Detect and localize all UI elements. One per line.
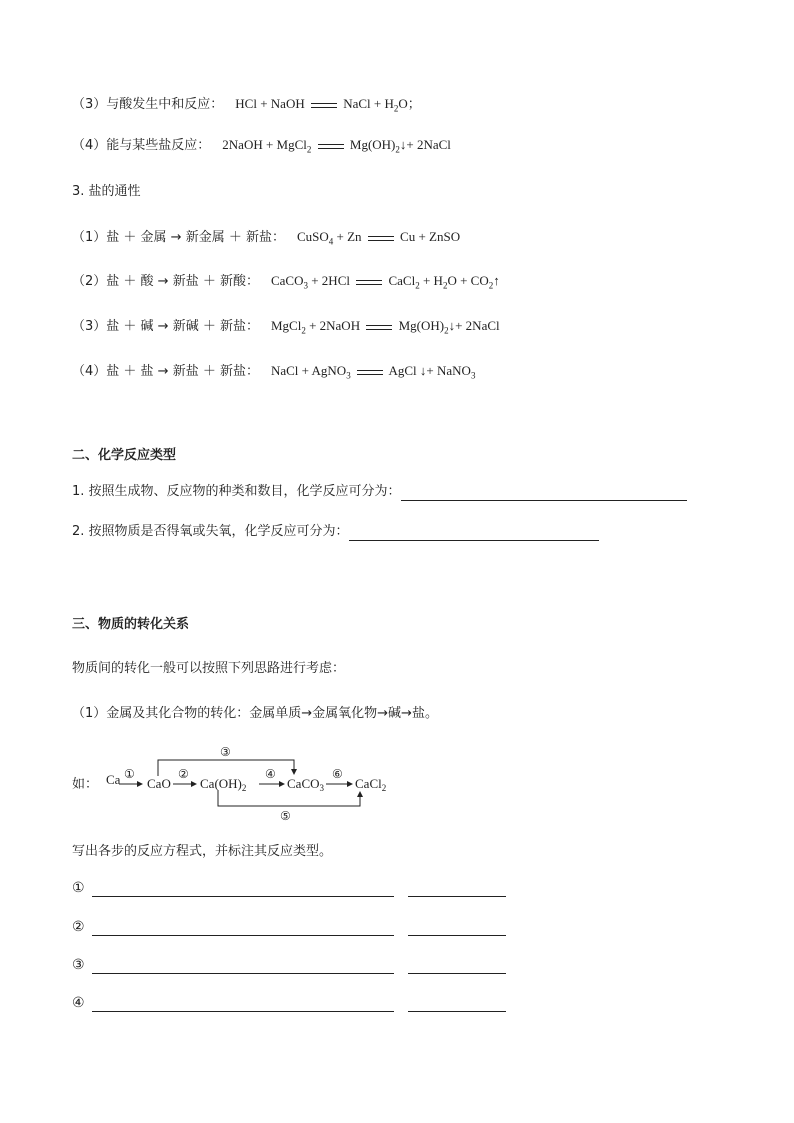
answer-number: ① xyxy=(72,880,85,896)
step-label-2: ② xyxy=(178,767,189,781)
step-label-4: ④ xyxy=(265,767,276,781)
answer-blank-q2[interactable] xyxy=(349,526,599,541)
acid-item-4 xyxy=(72,136,451,159)
salt-item-1: （1）盐 ＋ 金属 → 新金属 ＋ 新盐： CuSO$_4$ + Zn Cu + ZnSO xyxy=(72,229,461,247)
reaction-type-blank[interactable] xyxy=(408,935,506,936)
diagram-node-cao: CaO xyxy=(147,776,171,791)
reaction-type-blank[interactable] xyxy=(408,973,506,974)
salt-item-4: （4）盐 ＋ 盐 → 新盐 ＋ 新盐： NaCl + AgNO$_3$ AgCl ↓+ NaNO$_3$ xyxy=(72,363,476,381)
equation-blank[interactable] xyxy=(92,935,394,936)
salt-section-title: 3. 盐的通性 xyxy=(72,184,141,199)
salt-item-2: （2）盐 ＋ 酸 → 新盐 ＋ 新酸： CaCO$_3$ + 2HCl CaCl$_2$ + $H_2O$ + $CO_2↑$ xyxy=(72,273,500,291)
acid-item-4-equation: 2NaOH + MgCl$_2$ $Mg(OH)_2↓+$ 2NaCl xyxy=(222,137,451,155)
step-label-6: ⑥ xyxy=(332,767,343,781)
section-3-intro: 物质间的转化一般可以按照下列思路进行考虑： xyxy=(72,661,346,676)
acid-item-4-label: （4）能与某些盐反应： xyxy=(72,138,211,153)
equation-blank[interactable] xyxy=(92,1011,394,1012)
section-2-q2: 2. 按照物质是否得氧或失氧，化学反应可分为： xyxy=(72,523,599,541)
answer-number: ④ xyxy=(72,995,85,1011)
step-label-1: ① xyxy=(124,767,135,781)
step-label-3: ③ xyxy=(220,745,231,759)
section-2-title: 二、化学反应类型 xyxy=(72,448,177,463)
equation-blank[interactable] xyxy=(92,973,394,974)
diagram-node-cacl2: CaCl$_2$ xyxy=(355,776,387,793)
conversion-arrows xyxy=(72,740,402,830)
reaction-type-blank[interactable] xyxy=(408,896,506,897)
section-3-instruction: 写出各步的反应方程式，并标注其反应类型。 xyxy=(72,844,333,859)
answer-blank-q1[interactable] xyxy=(401,486,687,501)
equation-blank[interactable] xyxy=(92,896,394,897)
section-3-item-1: （1）金属及其化合物的转化：金属单质→金属氧化物→碱→盐。 xyxy=(72,706,438,721)
diagram-node-caco3: CaCO$_3$ xyxy=(287,776,324,793)
acid-item-3-equation: HCl + NaOH NaCl + $H_2O$； xyxy=(235,96,421,114)
section-3-title: 三、物质的转化关系 xyxy=(72,617,190,632)
section-2-q1: 1. 按照生成物、反应物的种类和数目，化学反应可分为： xyxy=(72,483,687,501)
conversion-diagram xyxy=(72,740,402,830)
diagram-node-ca: Ca xyxy=(106,772,121,787)
reaction-type-blank[interactable] xyxy=(408,1011,506,1012)
diagram-prefix: 如： xyxy=(72,777,99,792)
salt-item-3: （3）盐 ＋ 碱 → 新碱 ＋ 新盐： MgCl$_2$ + 2NaOH $Mg(OH)_2↓+$ 2NaCl xyxy=(72,318,500,336)
acid-item-3-label: （3）与酸发生中和反应： xyxy=(72,97,224,112)
answer-number: ③ xyxy=(72,957,85,973)
answer-number: ② xyxy=(72,919,85,935)
step-label-5: ⑤ xyxy=(280,809,291,823)
arrow-step-5 xyxy=(218,790,360,806)
acid-item-3 xyxy=(72,95,421,118)
diagram-node-caoh2: $Ca(OH)_2$ xyxy=(200,776,247,793)
